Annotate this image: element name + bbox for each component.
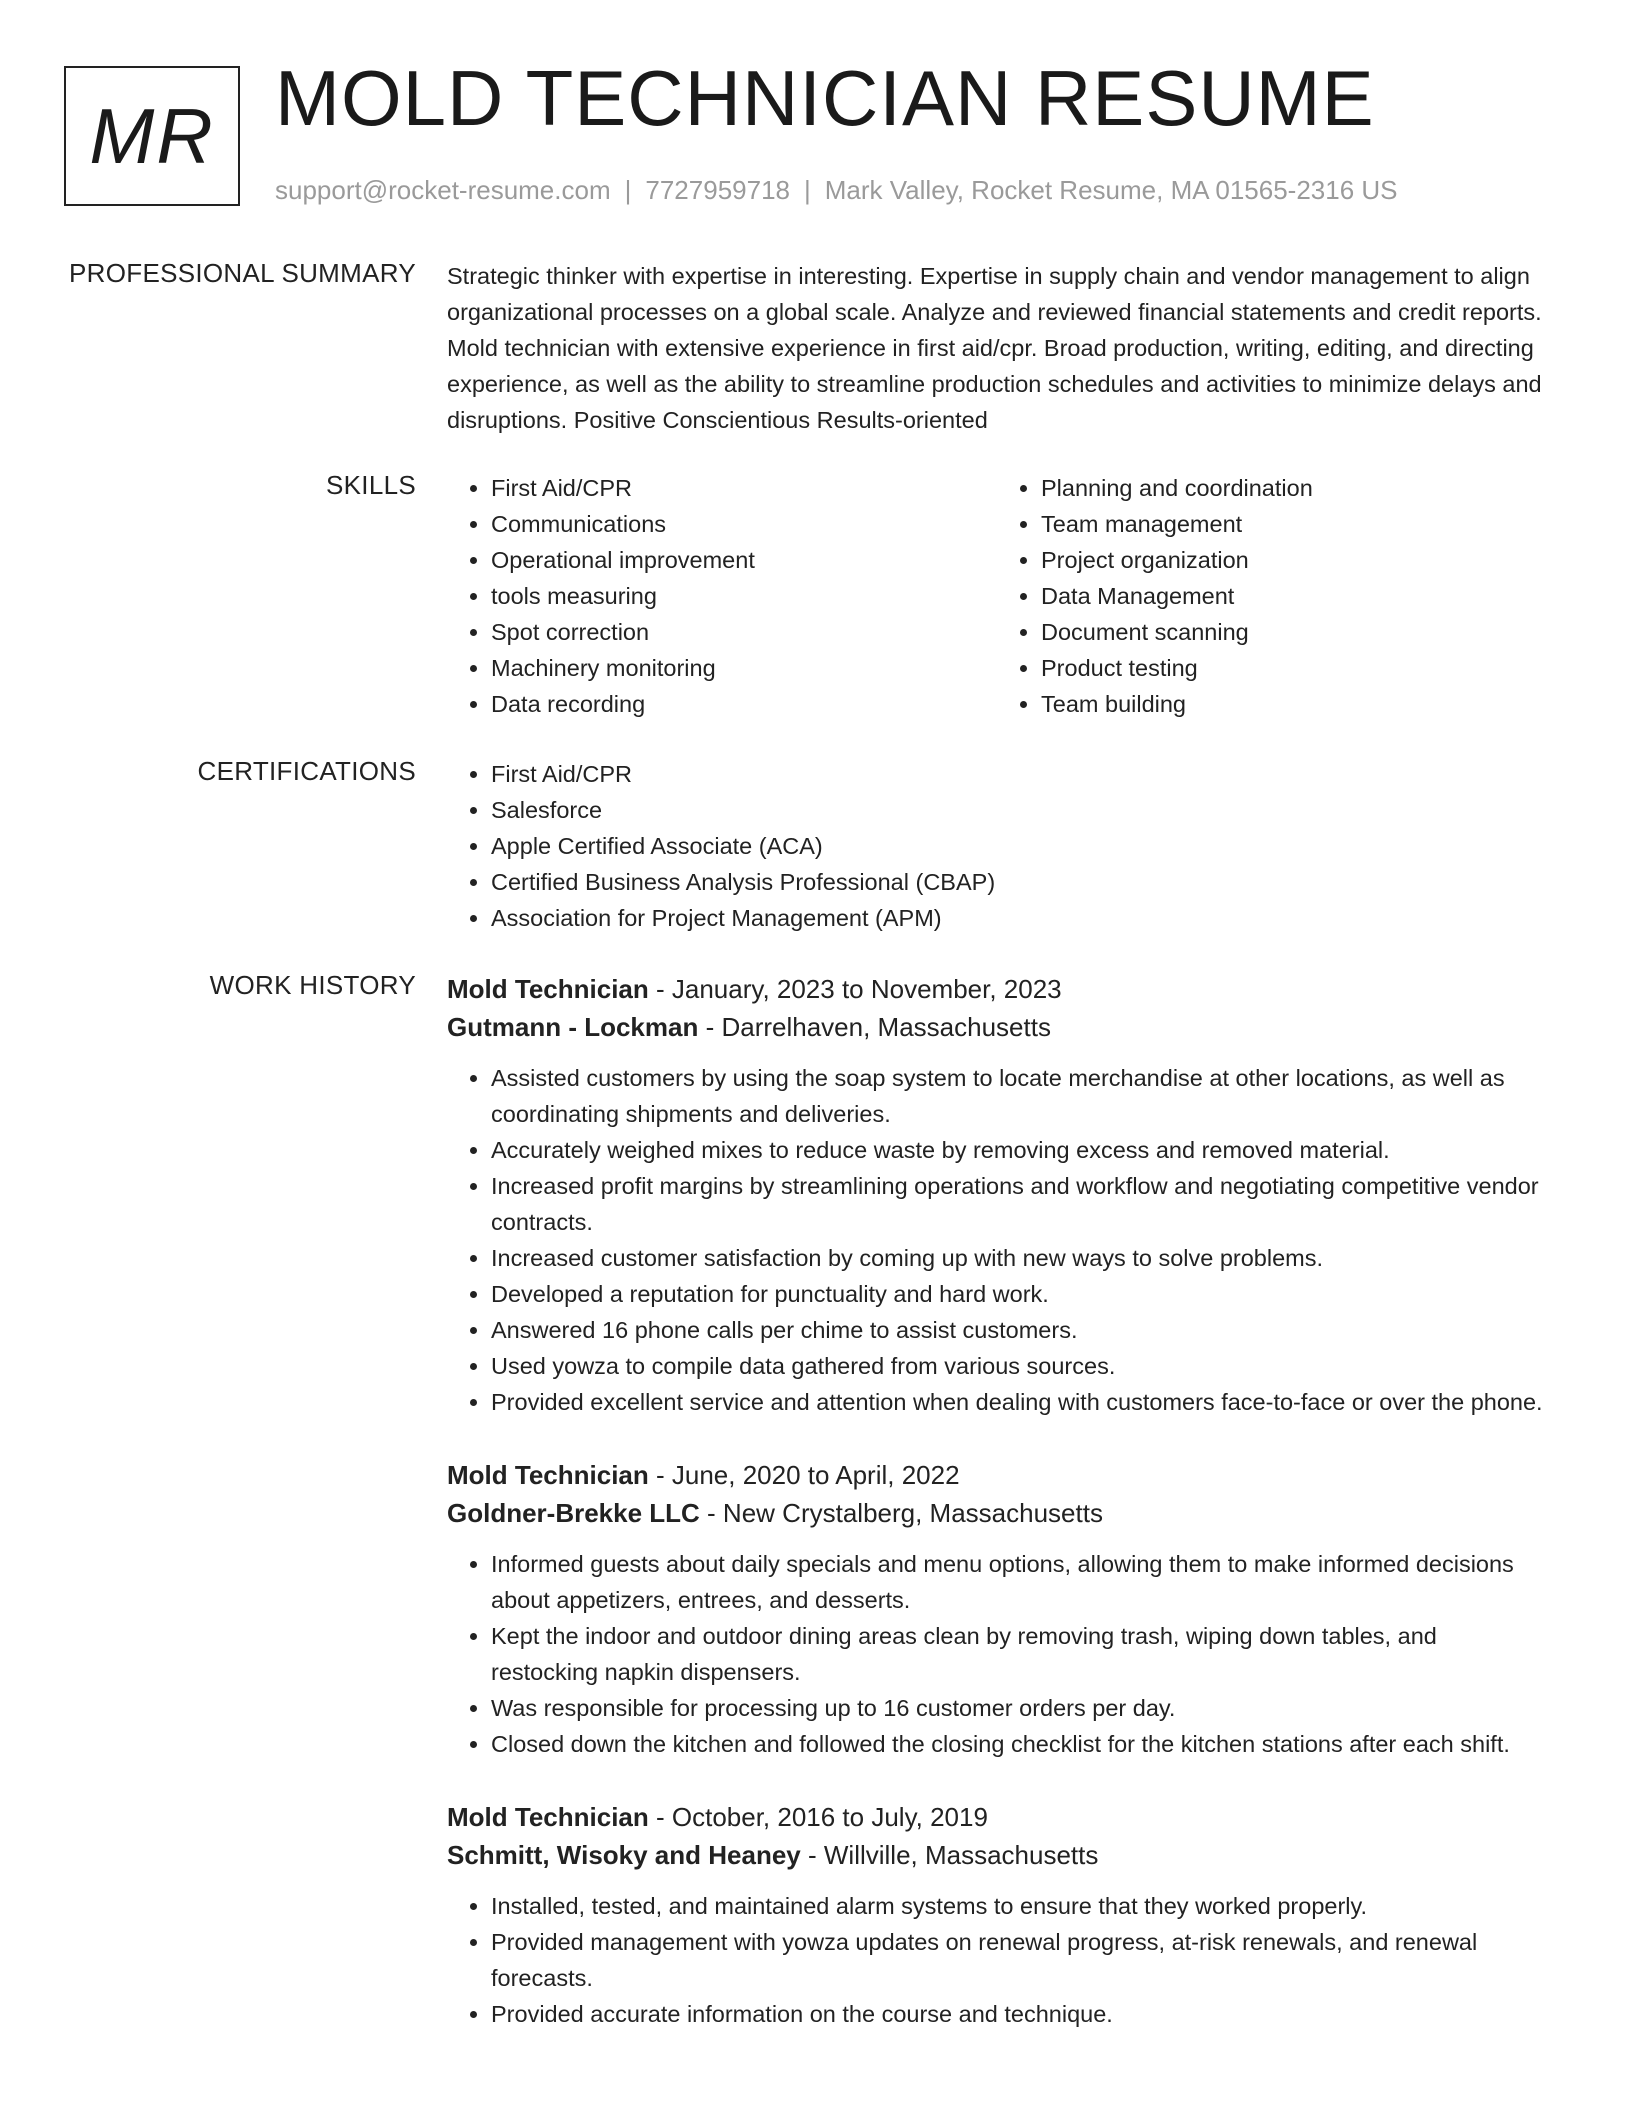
list-item: • First Aid/CPR	[491, 470, 997, 506]
job-dates: - June, 2020 to April, 2022	[648, 1460, 960, 1490]
list-item: • Answered 16 phone calls per chime to assist customers.	[491, 1312, 1547, 1348]
list-item: • Machinery monitoring	[491, 650, 997, 686]
job-entry	[447, 1456, 1547, 1762]
list-item: • Increased customer satisfaction by coming up with new ways to solve problems.	[491, 1240, 1547, 1276]
list-item: • Was responsible for processing up to 16 customer orders per day.	[491, 1690, 1547, 1726]
job-company: Schmitt, Wisoky and Heaney	[447, 1840, 801, 1870]
list-item: • Increased profit margins by streamlining operations and workflow and negotiating competitive vendor contracts.	[491, 1168, 1547, 1240]
skills-list-right	[997, 470, 1547, 722]
list-item: • tools measuring	[491, 578, 997, 614]
list-item: • Association for Project Management (APM)	[491, 900, 1547, 936]
list-item: • Apple Certified Associate (ACA)	[491, 828, 1547, 864]
jobs-list	[447, 970, 1547, 2068]
list-item: • Product testing	[1041, 650, 1547, 686]
summary-text: Strategic thinker with expertise in interesting. Expertise in supply chain and vendor management to align organizational processes on a global scale. Analyze and reviewed financial statements and credit reports. Mold technician with extensive experience in first aid/cpr. Broad production, writing, editing, and directing experience, as well as the ability to streamline production schedules and activities to minimize delays and disruptions. Positive Conscientious Results-oriented	[447, 263, 1542, 433]
list-item: • Operational improvement	[491, 542, 997, 578]
list-item: • Spot correction	[491, 614, 997, 650]
list-item: • Installed, tested, and maintained alarm systems to ensure that they worked properly.	[491, 1888, 1547, 1924]
section-label-certifications: CERTIFICATIONS	[197, 756, 416, 786]
list-item: • Kept the indoor and outdoor dining areas clean by removing trash, wiping down tables, and restocking napkin dispensers.	[491, 1618, 1547, 1690]
list-item: • Planning and coordination	[1041, 470, 1547, 506]
job-bullets	[447, 1546, 1547, 1762]
job-company: Goldner-Brekke LLC	[447, 1498, 700, 1528]
contact-line	[275, 175, 1398, 206]
list-item: • Team building	[1041, 686, 1547, 722]
list-item: • First Aid/CPR	[491, 756, 1547, 792]
job-title: Mold Technician	[447, 1802, 649, 1832]
job-dates: - January, 2023 to November, 2023	[648, 974, 1062, 1004]
job-company-line	[447, 1008, 1547, 1046]
job-location: - Darrelhaven, Massachusetts	[698, 1012, 1051, 1042]
list-item: • Salesforce	[491, 792, 1547, 828]
page-title: MOLD TECHNICIAN RESUME	[275, 54, 1375, 142]
list-item: • Certified Business Analysis Professional (CBAP)	[491, 864, 1547, 900]
list-item: • Project organization	[1041, 542, 1547, 578]
contact-separator: |	[624, 175, 632, 205]
job-bullets	[447, 1888, 1547, 2032]
certifications-list	[447, 756, 1547, 936]
list-item: • Used yowza to compile data gathered from various sources.	[491, 1348, 1547, 1384]
list-item: • Team management	[1041, 506, 1547, 542]
contact-phone[interactable]: 7727959718	[645, 175, 790, 205]
job-title: Mold Technician	[447, 974, 649, 1004]
list-item: • Provided management with yowza updates on renewal progress, at-risk renewals, and renewal forecasts.	[491, 1924, 1547, 1996]
list-item: • Data Management	[1041, 578, 1547, 614]
job-title-line	[447, 1798, 1547, 1836]
list-item: • Accurately weighed mixes to reduce waste by removing excess and removed material.	[491, 1132, 1547, 1168]
list-item: • Assisted customers by using the soap system to locate merchandise at other locations, as well as coordinating shipments and deliveries.	[491, 1060, 1547, 1132]
contact-address: Mark Valley, Rocket Resume, MA 01565-2316 US	[824, 175, 1398, 205]
job-bullets	[447, 1060, 1547, 1420]
list-item: • Document scanning	[1041, 614, 1547, 650]
job-entry	[447, 970, 1547, 1420]
section-label-work-history: WORK HISTORY	[209, 970, 416, 1000]
job-location: - Willville, Massachusetts	[800, 1840, 1099, 1870]
section-label-summary: PROFESSIONAL SUMMARY	[69, 258, 416, 288]
list-item: • Data recording	[491, 686, 997, 722]
job-entry	[447, 1798, 1547, 2032]
job-location: - New Crystalberg, Massachusetts	[699, 1498, 1103, 1528]
list-item: • Provided excellent service and attention when dealing with customers face-to-face or over the phone.	[491, 1384, 1547, 1420]
monogram: MR	[64, 66, 240, 206]
list-item: • Informed guests about daily specials and menu options, allowing them to make informed decisions about appetizers, entrees, and desserts.	[491, 1546, 1547, 1618]
job-title-line	[447, 1456, 1547, 1494]
contact-email[interactable]: support@rocket-resume.com	[275, 175, 611, 205]
list-item: • Closed down the kitchen and followed the closing checklist for the kitchen stations after each shift.	[491, 1726, 1547, 1762]
job-company-line	[447, 1836, 1547, 1874]
list-item: • Communications	[491, 506, 997, 542]
job-title: Mold Technician	[447, 1460, 649, 1490]
contact-separator: |	[804, 175, 811, 205]
job-dates: - October, 2016 to July, 2019	[648, 1802, 988, 1832]
job-title-line	[447, 970, 1547, 1008]
list-item: • Provided accurate information on the course and technique.	[491, 1996, 1547, 2032]
job-company: Gutmann - Lockman	[447, 1012, 699, 1042]
skills-list-left	[447, 470, 997, 722]
list-item: • Developed a reputation for punctuality and hard work.	[491, 1276, 1547, 1312]
job-company-line	[447, 1494, 1547, 1532]
section-label-skills: SKILLS	[326, 470, 416, 500]
